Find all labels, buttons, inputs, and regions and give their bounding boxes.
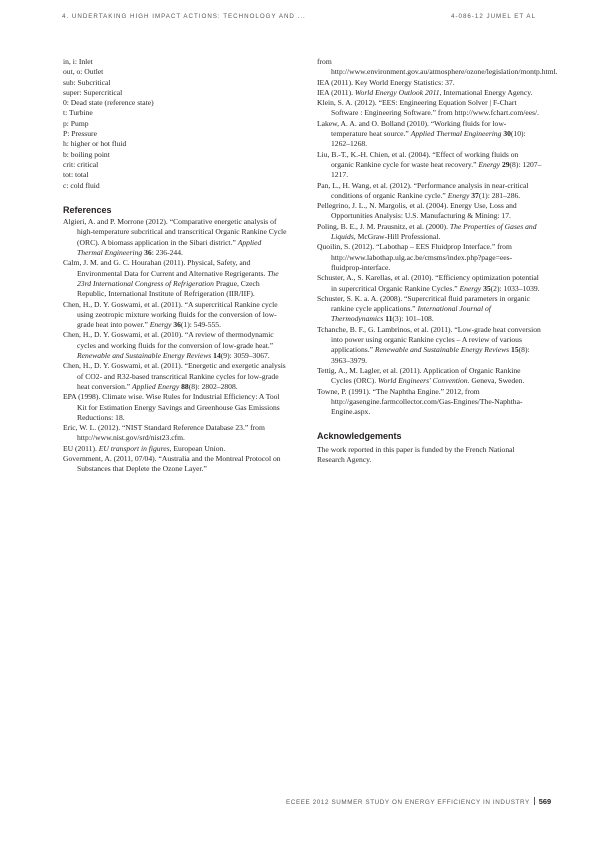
nomenclature-item: P: Pressure bbox=[63, 129, 97, 139]
reference-text-run: Energy bbox=[478, 159, 501, 169]
reference-text-run: Poling, B. E., J. M. Prausnitz, et al. (2000). bbox=[317, 221, 450, 231]
reference-text-run: World Energy Outlook 2011 bbox=[354, 87, 440, 97]
running-header-left: 4. UNDERTAKING HIGH IMPACT ACTIONS: TECHNOLOGY AND ... bbox=[62, 13, 306, 20]
nomenclature-item: t: Turbine bbox=[63, 108, 93, 118]
reference-text-run: Applied Thermal Engineering bbox=[77, 237, 262, 258]
reference-text-run: (2): 1033–1039. bbox=[490, 283, 540, 293]
reference-entry bbox=[317, 150, 542, 181]
reference-entry bbox=[317, 366, 542, 387]
reference-text-run: 88 bbox=[181, 381, 189, 391]
reference-entry bbox=[317, 78, 542, 88]
reference-text-run: from http://www.environment.gov.au/atmosphere/ozone/legislation/montp.html. bbox=[317, 57, 558, 77]
footer-text: ECEEE 2012 SUMMER STUDY ON ENERGY EFFICIENCY IN INDUSTRY bbox=[286, 799, 530, 806]
reference-text-run: Schuster, A., S. Karellas, et al. (2010). “Efficiency optimization potential in supercritical Organic Rankine Cycles.” bbox=[317, 273, 539, 293]
reference-entry bbox=[317, 181, 542, 202]
acknowledgements-heading: Acknowledgements bbox=[317, 431, 402, 442]
page-number: 569 bbox=[538, 797, 552, 806]
reference-text-run: , European Union. bbox=[169, 443, 226, 453]
reference-text-run: EPA (1998). Climate wise. Wise Rules for Industrial Efficiency: A Tool Kit for Estimation Energy Savings and Greenhouse Gas Emissions Reductions: 18. bbox=[63, 392, 280, 422]
page-footer bbox=[286, 797, 551, 806]
reference-entry bbox=[317, 57, 558, 78]
nomenclature-list bbox=[63, 57, 287, 191]
reference-text-run: Tchanche, B. F., G. Lambrinos, et al. (2011). “Low-grade heat conversion into power using organic Rankine cycles – A review of various applications.” bbox=[317, 324, 541, 355]
reference-text-run: 11 bbox=[385, 314, 393, 324]
nomenclature-item: sub: Subcritical bbox=[63, 77, 111, 87]
reference-text-run: (1): 549-555. bbox=[180, 320, 221, 330]
nomenclature-item: 0: Dead state (reference state) bbox=[63, 98, 154, 108]
nomenclature-item: in, i: Inlet bbox=[63, 57, 93, 66]
reference-text-run: (8): 3963–3979. bbox=[331, 345, 530, 365]
reference-text-run: International Journal of Thermodynamics bbox=[331, 304, 491, 324]
reference-text-run: . Geneva, Sweden. bbox=[467, 376, 525, 386]
reference-text-run: 36 bbox=[173, 320, 181, 330]
reference-entry bbox=[63, 217, 287, 258]
reference-text-run: (10): 1262–1268. bbox=[331, 129, 526, 149]
right-column bbox=[317, 57, 558, 465]
reference-text-run: Algieri, A. and P. Morrone (2012). “Comparative energetic analysis of high-temperature subcritical and transcritical Organic Rankine Cycle (ORC). A biomass application in the Sibari district.” bbox=[63, 217, 287, 247]
reference-entry bbox=[63, 300, 287, 331]
reference-text-run: IEA (2011). Key World Energy Statistics: 37. bbox=[317, 77, 455, 87]
nomenclature-item: b: boiling point bbox=[63, 149, 110, 159]
nomenclature-item: p: Pump bbox=[63, 118, 89, 128]
acknowledgements-text: The work reported in this paper is funded by the French National Research Agency. bbox=[317, 444, 515, 464]
reference-text-run: Schuster, S. K. a. A. (2008). “Supercritical fluid parameters in organic rankine cycle applications.” bbox=[317, 293, 530, 314]
reference-text-run: EU transport in figures bbox=[98, 443, 170, 453]
reference-text-run: (8): 2802–2808. bbox=[188, 381, 238, 391]
reference-text-run: Prague, Czech Republic, International Institute of Refrigeration (IIR/IIF). bbox=[77, 278, 260, 299]
reference-text-run: 37 bbox=[471, 190, 479, 200]
reference-text-run: Eric, W. L. (2012). “NIST Standard Reference Database 23.” from http://www.nist.gov/srd/nist23.cfm. bbox=[63, 423, 265, 443]
reference-entry bbox=[317, 242, 542, 273]
reference-entry bbox=[317, 98, 542, 119]
nomenclature-item: super: Supercritical bbox=[63, 87, 123, 97]
reference-entry bbox=[63, 454, 287, 475]
left-column bbox=[63, 57, 287, 475]
reference-entry bbox=[317, 387, 542, 418]
reference-text-run: Pan, L., H. Wang, et al. (2012). “Performance analysis in near-critical conditions of organic Rankine cycle.” bbox=[317, 180, 529, 200]
reference-entry bbox=[317, 294, 542, 325]
reference-text-run: 30 bbox=[503, 129, 511, 139]
reference-text-run: Tettig, A., M. Lagler, et al. (2011). Application of Organic Rankine Cycles (ORC). bbox=[317, 365, 521, 386]
reference-text-run: The 23rd International Congress of Refrigeration bbox=[77, 268, 279, 288]
reference-entry bbox=[63, 361, 287, 392]
reference-text-run: 15 bbox=[511, 345, 519, 355]
nomenclature-item: h: higher or hot fluid bbox=[63, 139, 127, 149]
reference-text-run: Lakew, A. A. and O. Bolland (2010). “Working fluids for low-temperature heat source.” bbox=[317, 118, 507, 139]
reference-text-run: The Properties of Gases and Liquids bbox=[331, 221, 537, 242]
nomenclature-item: tot: total bbox=[63, 170, 89, 180]
reference-text-run: Applied Thermal Engineering bbox=[410, 129, 502, 139]
reference-text-run: Quoilin, S. (2012). “Labothap – EES Fluidprop Interface.” from http://www.labothap.ulg.ac.be/cmsms/index.php?page=ees-fluidprop-interface. bbox=[317, 242, 513, 272]
reference-entry bbox=[317, 325, 542, 366]
reference-text-run: (3): 101–108. bbox=[392, 314, 434, 324]
reference-text-run: 29 bbox=[501, 159, 510, 169]
reference-text-run: Renewable and Sustainable Energy Reviews bbox=[374, 345, 510, 355]
reference-text-run: Towne, P. (1991). “The Naphtha Engine.” 2012, from http://gasengine.farmcollector.com/Gas-Engines/The-Naphtha-Engine.aspx. bbox=[317, 386, 523, 417]
reference-entry bbox=[63, 423, 287, 444]
reference-text-run: , McGraw-Hill Professional. bbox=[353, 232, 441, 242]
reference-text-run: (8): 1207–1217. bbox=[331, 159, 542, 180]
reference-text-run: Chen, H., D. Y. Goswami, et al. (2010). “A review of thermodynamic cycles and working fluids for the conversion of low-grade heat.” bbox=[63, 330, 274, 350]
reference-text-run: World Engineers' Convention bbox=[378, 376, 468, 386]
reference-text-run: Liu, B.-T., K.-H. Chien, et al. (2004). “Effect of working fluids on organic Rankine cycle for waste heat recovery.” bbox=[317, 149, 519, 169]
references-list-left bbox=[63, 217, 287, 474]
reference-text-run: (9): 3059–3067. bbox=[220, 351, 270, 361]
reference-entry bbox=[63, 330, 287, 361]
reference-entry bbox=[317, 273, 542, 294]
reference-text-run: Chen, H., D. Y. Goswami, et al. (2011). “A supercritical Rankine cycle using zeotropic mixture working fluids for the conversion of low-grade heat into power.” bbox=[63, 299, 278, 330]
nomenclature-item: crit: critical bbox=[63, 159, 99, 169]
reference-text-run: Chen, H., D. Y. Goswami, et al. (2011). “Energetic and exergetic analysis of CO2- and R32-based transcritical Rankine cycles for low-grade heat conversion.” bbox=[63, 361, 286, 391]
reference-text-run: 35 bbox=[483, 283, 491, 293]
reference-text-run: , International Energy Agency. bbox=[439, 87, 533, 97]
reference-text-run: IEA (2011). bbox=[317, 87, 355, 97]
reference-text-run: Applied Energy bbox=[132, 381, 180, 391]
reference-text-run: : 236-244. bbox=[151, 248, 183, 258]
reference-text-run: Government, A. (2011, 07/04). “Australia and the Montreal Protocol on Substances that Deplete the Ozone Layer.” bbox=[63, 453, 281, 474]
reference-text-run: 36 bbox=[144, 248, 152, 258]
reference-entry bbox=[63, 258, 287, 299]
reference-text-run: EU (2011). bbox=[63, 443, 99, 453]
nomenclature-item: out, o: Outlet bbox=[63, 67, 104, 77]
reference-text-run: 14 bbox=[213, 351, 221, 361]
footer-separator bbox=[534, 797, 535, 805]
references-list-right bbox=[317, 57, 558, 417]
reference-entry bbox=[63, 392, 287, 423]
reference-entry bbox=[63, 444, 287, 454]
reference-text-run: (1): 281–286. bbox=[478, 190, 521, 200]
reference-text-run: Calm, J. M. and G. C. Hourahan (2011). Physical, Safety, and Environmental Data for Current and Alternative Regrigerants. bbox=[63, 258, 268, 278]
reference-entry bbox=[317, 88, 542, 98]
running-header-right: 4-086-12 JUMEL ET AL bbox=[451, 13, 537, 20]
reference-text-run: Energy bbox=[459, 283, 482, 293]
reference-text-run: Klein, S. A. (2012). “EES: Engineering Equation Solver | F-Chart Software : Engineering Software.” from http://www.fchart.com/ees/. bbox=[317, 98, 540, 118]
reference-text-run: Energy bbox=[149, 320, 172, 330]
nomenclature-item: c: cold fluid bbox=[63, 180, 100, 190]
reference-entry bbox=[317, 119, 542, 150]
reference-text-run: Energy bbox=[447, 190, 470, 200]
reference-text-run: Renewable and Sustainable Energy Reviews bbox=[77, 351, 212, 361]
reference-entry bbox=[317, 201, 542, 222]
reference-entry bbox=[317, 222, 542, 243]
references-heading: References bbox=[63, 204, 112, 215]
reference-text-run: Pellegrino, J. L., N. Margolis, et al. (2004). Energy Use, Loss and Opportunities Analysis: U.S. Manufacturing & Mining: 17. bbox=[317, 201, 517, 221]
